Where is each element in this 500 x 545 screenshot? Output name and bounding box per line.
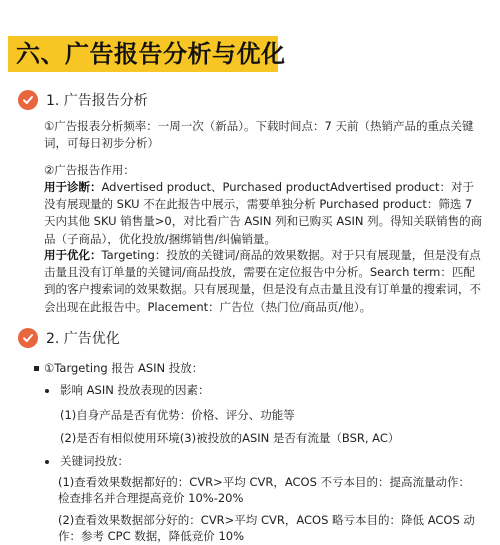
- analysis-frequency: ①广告报表分析频率：一周一次（新品）。下载时间点：7 天前（热销产品的重点关键词，可每日初步分析）: [44, 119, 474, 151]
- targeting-asin-item: ①Targeting 报告 ASIN 投放：: [44, 361, 204, 375]
- check-circle-icon: [18, 328, 38, 348]
- page-title: 六、广告报告分析与优化: [16, 40, 286, 68]
- keyword-rule-2-line-2: 作：参考 CPC 数据，降低竞价 10%: [58, 529, 245, 543]
- optimization-text: Targeting：投放的关键词/商品的效果数据。对于只有展现量，但是没有点击量且没有订单量的关键词/商品投放，需要在定位报告中分析。Search term：匹配到的客户搜索词的效果数据。只有展现量，但是没有点击量且没有订单量的搜索词，不会出现在此报告中。Placement：广告位（热门位/商品页/他）。: [44, 248, 481, 314]
- keyword-targeting-item: 关键词投放：: [60, 454, 129, 468]
- report-purpose-title: ②广告报告作用：: [44, 163, 135, 177]
- section-1-heading-text: 1. 广告报告分析: [46, 93, 148, 109]
- dot-bullet-icon: [45, 460, 49, 464]
- keyword-rule-1-line-2: 检查排名并合理提高竞价 10%-20%: [58, 491, 244, 505]
- keyword-rule-1-line-1: (1)查看效果数据都好的：CVR>平均 CVR，ACOS 不亏本目的：提高流量动作：: [58, 475, 471, 489]
- keyword-rule-2-line-1: (2)查看效果数据部分好的：CVR>平均 CVR，ACOS 略亏本目的：降低 ACOS 动: [58, 513, 475, 527]
- diagnosis-text: Advertised product、Purchased productAdvertised product：对于没有展现量的 SKU 不在此报告中展示，需要单独分析 Purchased product：筛选 7 天内其他 SKU 销售量>0，对比看广告 ASIN 列和已购买 ASIN 列。得知关联销售的商品（子商品），优化投放/捆绑销售/纠偏销量。: [44, 180, 483, 246]
- optimization-label: 用于优化：: [44, 248, 102, 262]
- section-2-heading-text: 2. 广告优化: [46, 331, 120, 347]
- check-circle-icon: [18, 90, 38, 110]
- square-bullet-icon: [34, 366, 39, 371]
- diagnosis-label: 用于诊断：: [44, 180, 102, 194]
- asin-factor-1: (1)自身产品是否有优势：价格、评分、功能等: [60, 408, 295, 422]
- section-1-heading: [18, 89, 148, 111]
- diagnosis-paragraph: [44, 179, 484, 248]
- asin-factor-2: (2)是否有相似使用环境(3)被投放的ASIN 是否有流量（BSR, AC）: [60, 431, 400, 445]
- asin-factors-item: 影响 ASIN 投放表现的因素：: [60, 383, 210, 397]
- section-2-heading: [18, 327, 120, 349]
- dot-bullet-icon: [45, 389, 49, 393]
- optimization-paragraph: [44, 247, 484, 316]
